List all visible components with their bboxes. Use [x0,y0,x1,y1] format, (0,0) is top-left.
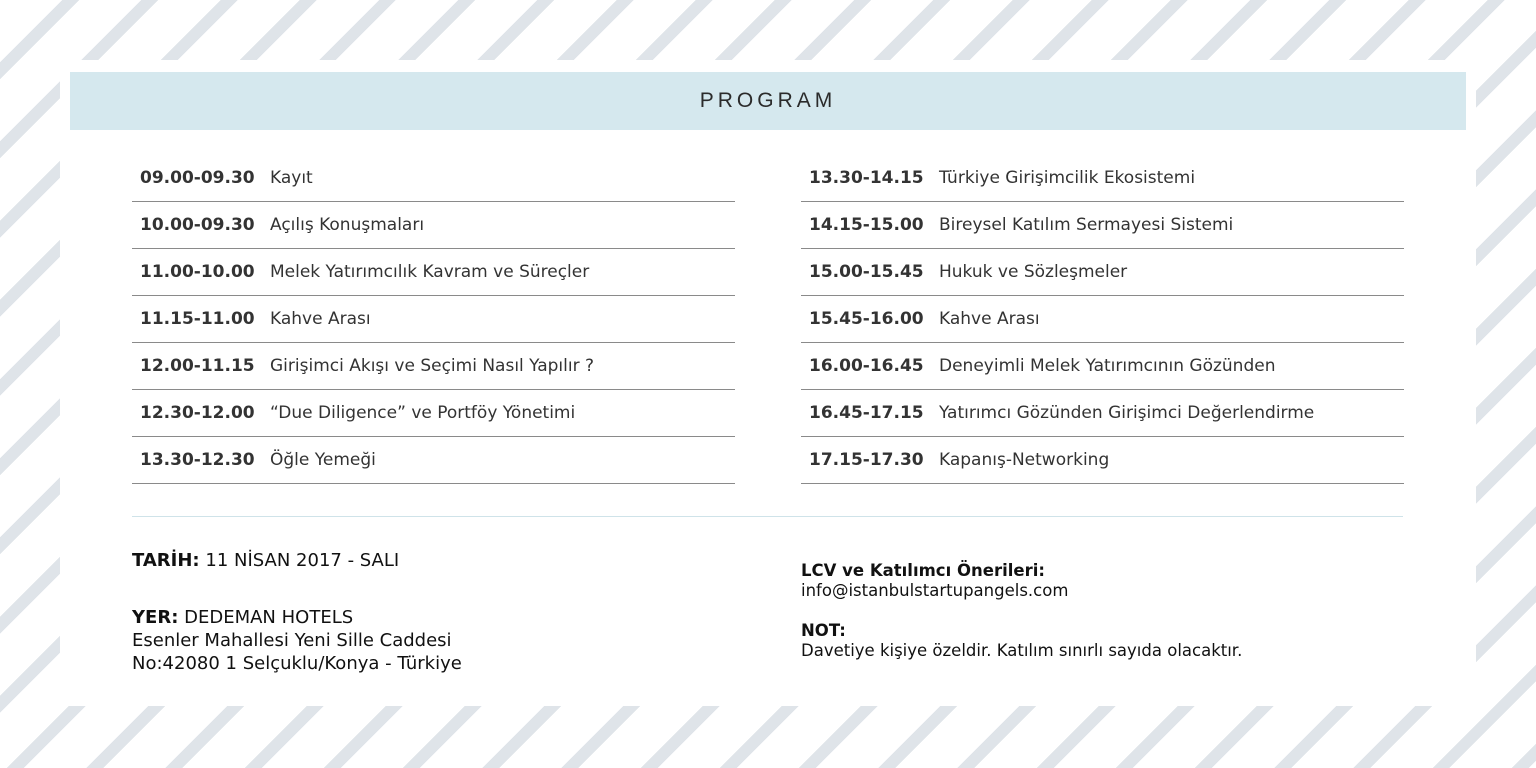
contact-label: LCV ve Katılımcı Önerileri: [801,561,1045,580]
section-divider [132,516,1403,517]
schedule-row [132,202,735,249]
session-topic: Melek Yatırımcılık Kavram ve Süreçler [270,262,590,282]
schedule-row [132,343,735,390]
schedule-row [132,155,735,202]
schedule-row [132,437,735,484]
schedule-row [132,296,735,343]
address-line-1: Esenler Mahallesi Yeni Sille Caddesi [132,630,452,651]
session-topic: Bireysel Katılım Sermayesi Sistemi [939,215,1234,235]
session-time: 17.15-17.30 [809,450,924,470]
session-time: 11.00-10.00 [140,262,255,282]
schedule-row [132,390,735,437]
note-label: NOT: [801,621,846,640]
date-label: TARİH: [132,550,200,571]
session-time: 13.30-14.15 [809,168,924,188]
session-time: 15.00-15.45 [809,262,924,282]
date-line [132,549,462,572]
schedule-left [132,155,735,484]
session-time: 14.15-15.00 [809,215,924,235]
schedule-row [801,202,1404,249]
session-topic: Kahve Arası [939,309,1040,329]
session-topic: Türkiye Girişimcilik Ekosistemi [939,168,1196,188]
date-value: 11 NİSAN 2017 - SALI [205,550,400,571]
session-topic: Hukuk ve Sözleşmeler [939,262,1128,282]
event-details [132,549,462,675]
venue-line [132,606,462,629]
session-time: 12.00-11.15 [140,356,255,376]
schedule-row [801,437,1404,484]
schedule-row [132,249,735,296]
session-topic: Deneyimli Melek Yatırımcının Gözünden [939,356,1276,376]
session-time: 15.45-16.00 [809,309,924,329]
venue-value: DEDEMAN HOTELS [184,607,354,628]
note-text: Davetiye kişiye özeldir. Katılım sınırlı sayıda olacaktır. [801,641,1243,660]
session-topic: Kayıt [270,168,313,188]
session-topic: Kahve Arası [270,309,371,329]
contact-details [801,561,1242,661]
page-title: PROGRAM [699,89,837,112]
session-time: 16.45-17.15 [809,403,924,423]
session-time: 10.00-09.30 [140,215,255,235]
schedule-row [801,390,1404,437]
session-topic: Kapanış-Networking [939,450,1110,470]
session-topic: “Due Diligence” ve Portföy Yönetimi [270,403,576,423]
session-time: 13.30-12.30 [140,450,255,470]
schedule-row [801,155,1404,202]
session-topic: Açılış Konuşmaları [270,215,425,235]
session-topic: Girişimci Akışı ve Seçimi Nasıl Yapılır ? [270,356,595,376]
venue-label: YER: [132,607,179,628]
session-time: 12.30-12.00 [140,403,255,423]
contact-email[interactable]: info@istanbulstartupangels.com [801,581,1069,600]
program-header [70,72,1466,130]
schedule-right [801,155,1404,484]
schedule-row [801,296,1404,343]
session-topic: Yatırımcı Gözünden Girişimci Değerlendirme [939,403,1315,423]
session-time: 09.00-09.30 [140,168,255,188]
session-time: 16.00-16.45 [809,356,924,376]
schedule-row [801,249,1404,296]
schedule-row [801,343,1404,390]
address-line-2: No:42080 1 Selçuklu/Konya - Türkiye [132,653,462,674]
session-topic: Öğle Yemeği [270,450,376,470]
session-time: 11.15-11.00 [140,309,255,329]
